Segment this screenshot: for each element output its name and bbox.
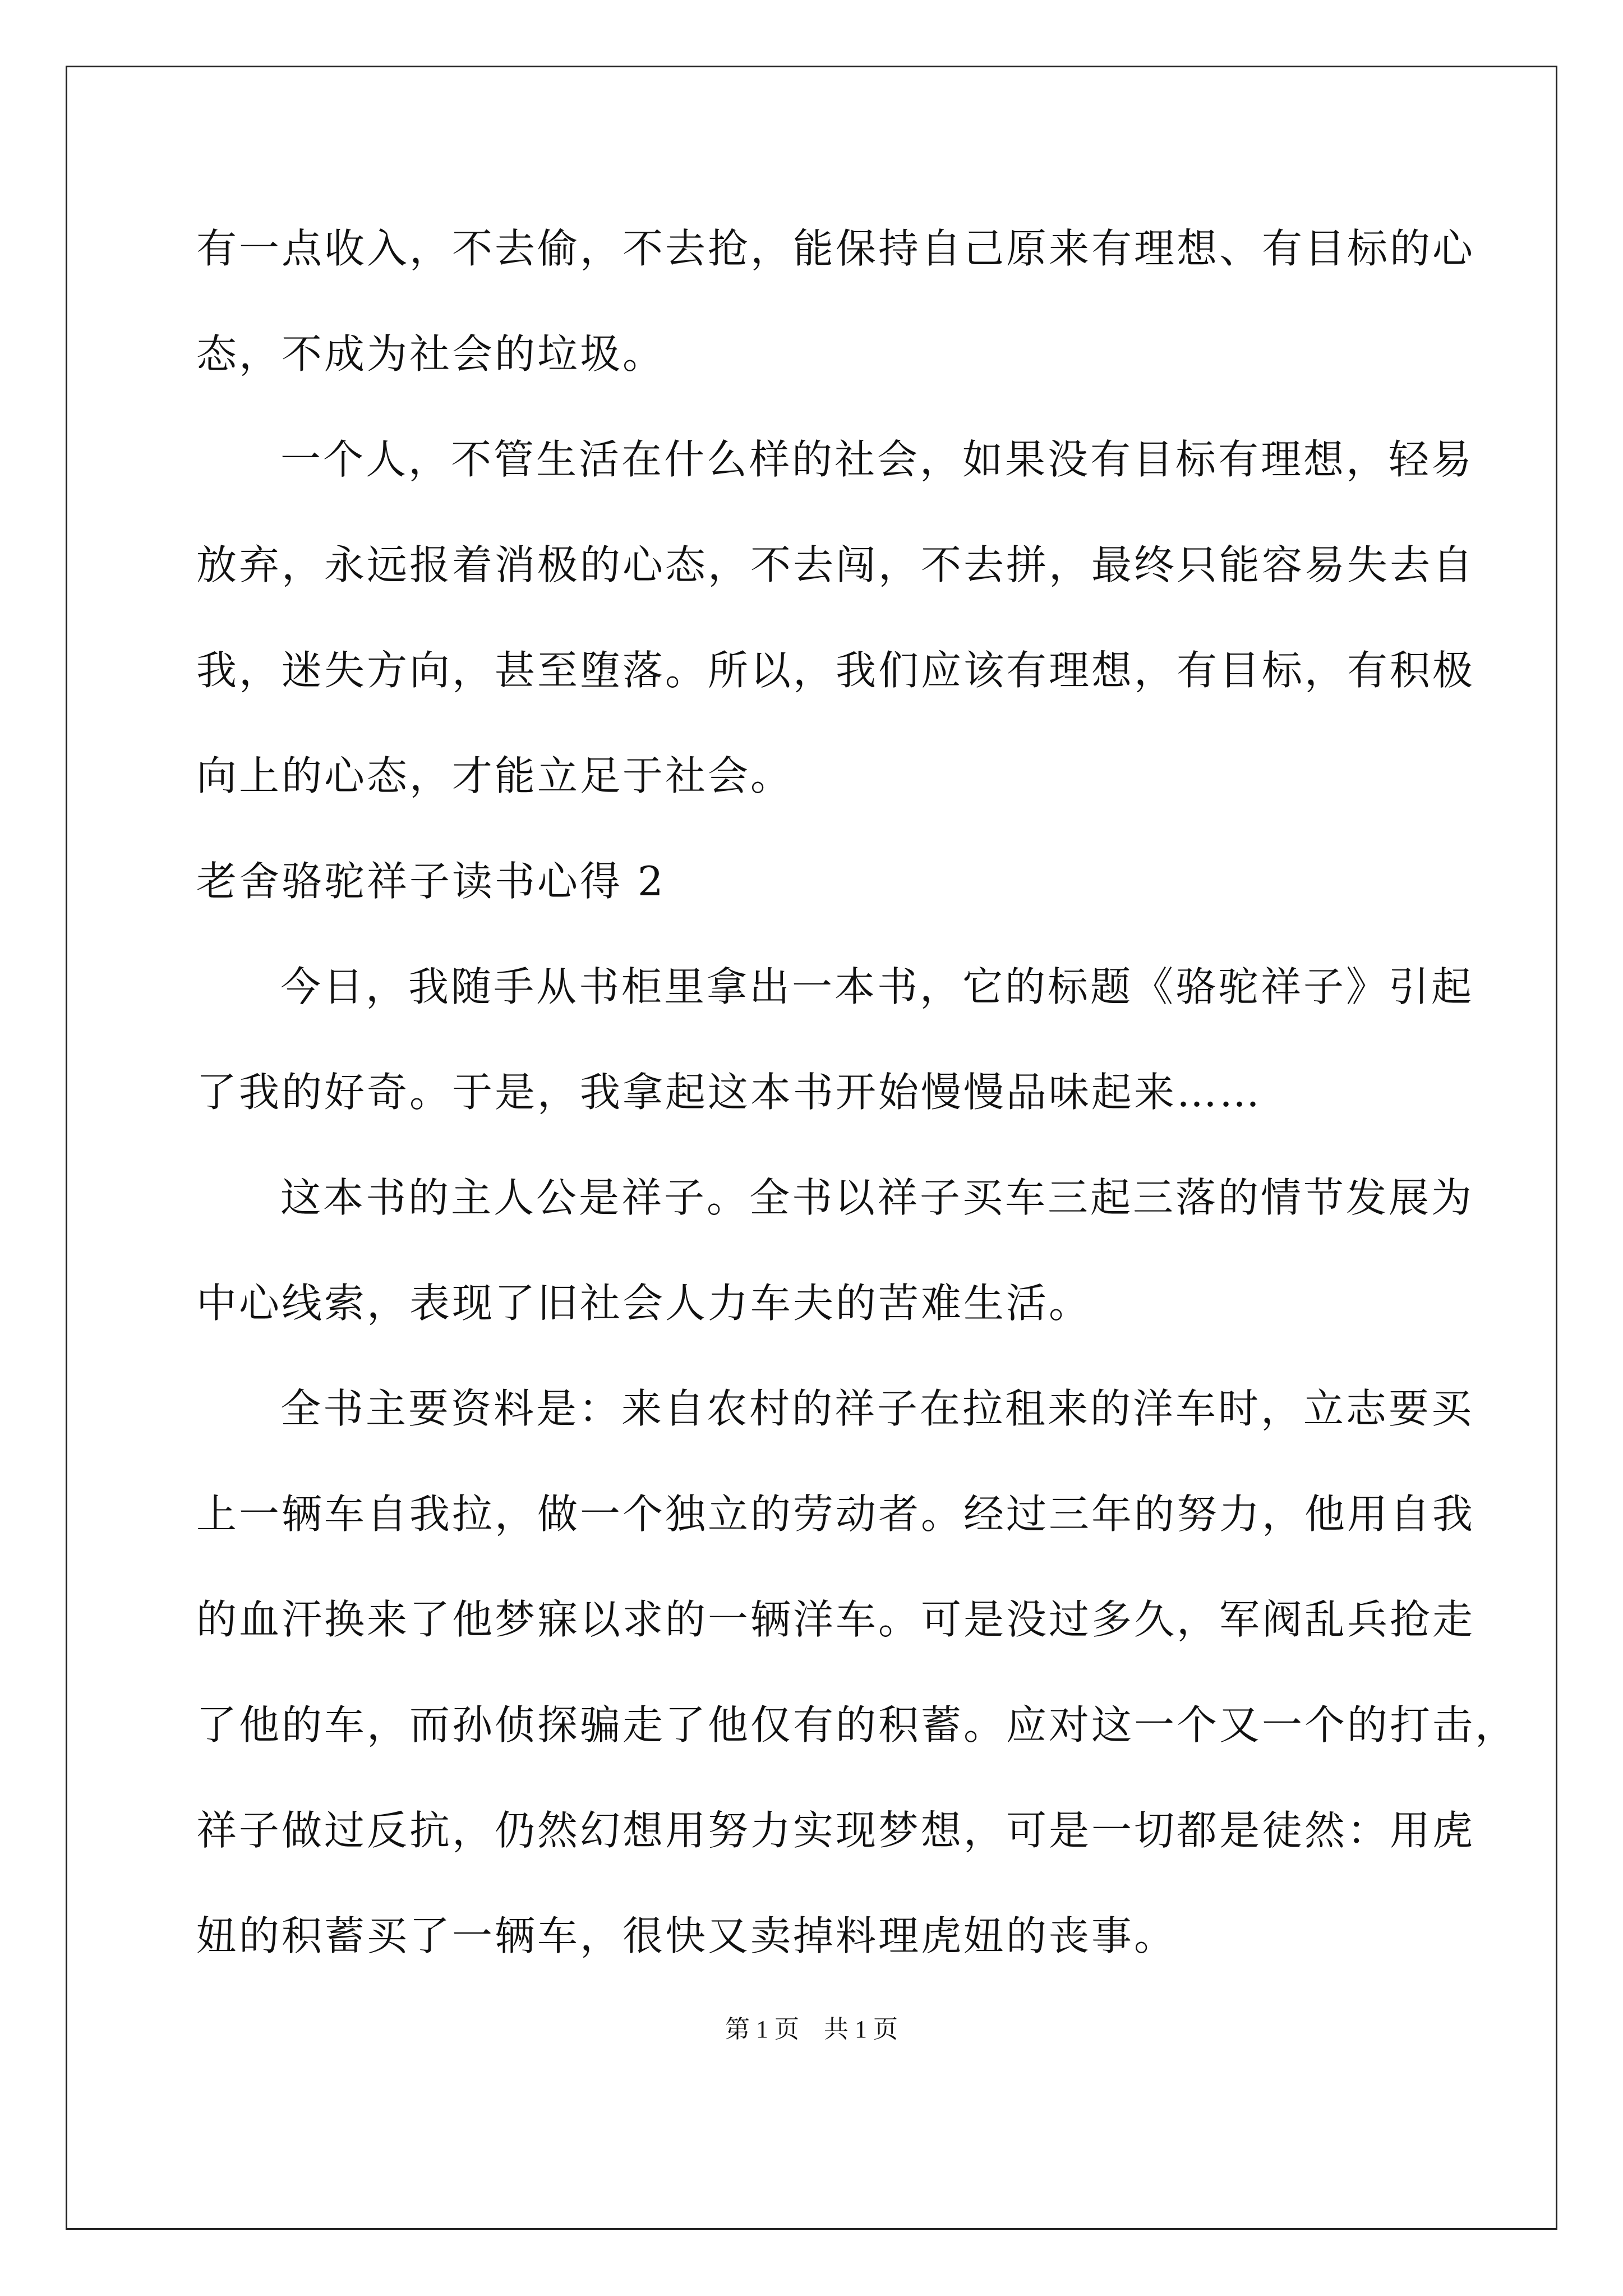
body-line: 放弃，永远报着消极的心态，不去闯，不去拼，最终只能容易失去自 <box>196 541 1476 588</box>
paragraph-start-line: 一个人，不管生活在什么样的社会，如果没有目标有理想，轻易 <box>280 436 1474 483</box>
paragraph-start-line: 今日，我随手从书柜里拿出一本书，它的标题《骆驼祥子》引起 <box>280 963 1474 1010</box>
body-line: 祥子做过反抗，仍然幻想用努力实现梦想，可是一切都是徒然：用虎 <box>196 1807 1476 1854</box>
body-line: 了我的好奇。于是，我拿起这本书开始慢慢品味起来…… <box>196 1069 1262 1116</box>
body-line: 的血汗换来了他梦寐以求的一辆洋车。可是没过多久，军阀乱兵抢走 <box>196 1596 1476 1643</box>
body-line: 有一点收入，不去偷，不去抢，能保持自己原来有理想、有目标的心 <box>196 225 1476 272</box>
body-line: 了他的车，而孙侦探骗走了他仅有的积蓄。应对这一个又一个的打击， <box>196 1701 1518 1749</box>
page-number-footer: 第 1 页 共 1 页 <box>725 2016 898 2043</box>
paragraph-start-line: 全书主要资料是：来自农村的祥子在拉租来的洋车时，立志要买 <box>280 1385 1474 1432</box>
body-line: 态，不成为社会的垃圾。 <box>196 330 666 378</box>
body-line: 中心线索，表现了旧社会人力车夫的苦难生活。 <box>196 1280 1092 1327</box>
section-heading: 老舍骆驼祥子读书心得 2 <box>196 858 666 905</box>
paragraph-start-line: 这本书的主人公是祥子。全书以祥子买车三起三落的情节发展为 <box>280 1174 1474 1221</box>
body-line: 向上的心态，才能立足于社会。 <box>196 752 794 799</box>
body-line: 妞的积蓄买了一辆车，很快又卖掉料理虎妞的丧事。 <box>196 1912 1177 1959</box>
body-line: 我，迷失方向，甚至堕落。所以，我们应该有理想，有目标，有积极 <box>196 647 1476 694</box>
body-line: 上一辆车自我拉，做一个独立的劳动者。经过三年的努力，他用自我 <box>196 1490 1476 1538</box>
page-border <box>66 66 1557 2230</box>
